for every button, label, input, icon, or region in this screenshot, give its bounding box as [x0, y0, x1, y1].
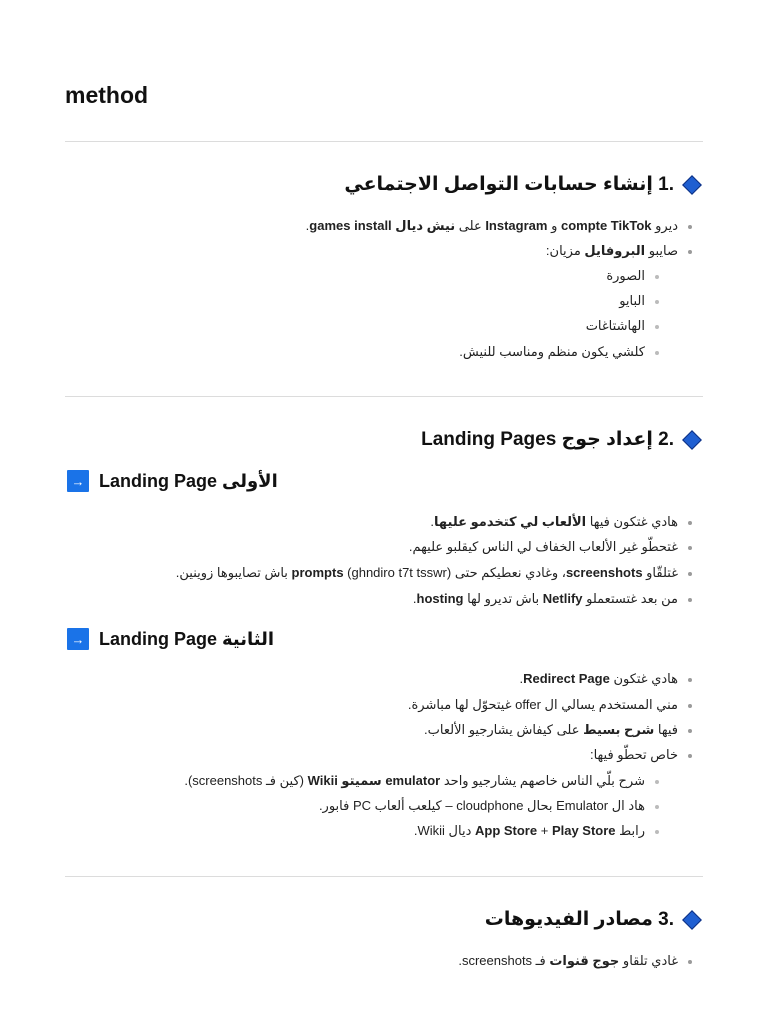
right-arrow-icon: → [67, 628, 89, 650]
divider-top [65, 141, 703, 142]
diamond-icon [682, 430, 702, 450]
section-heading-3-text: .3 مصادر الفيديوهات [484, 909, 674, 930]
list-item: هادي غتكون فيها الألعاب لي كتخدمو عليها. [430, 514, 678, 529]
list-item: من بعد غتستعملو Netlify باش تديرو لها hosting. [412, 591, 678, 606]
list-item: غادي تلقاو جوج قنوات فـ screenshots. [458, 953, 678, 968]
section-heading-2 [421, 428, 703, 451]
list-item: الهاشتاغات [585, 318, 645, 333]
subsection-heading-2-text: الثانية Landing Page [99, 628, 275, 649]
list-item: ديرو compte TikTok و Instagram على نيش ديال games install. [305, 218, 678, 233]
list-item: فيها شرح بسيط على كيفاش يشارجيو الألعاب. [424, 722, 678, 737]
list-item: الصورة [606, 268, 645, 283]
section-heading-1-text: .1 إنشاء حسابات التواصل الاجتماعي [344, 174, 674, 195]
list-item: صايبو البروفايل مزيان: [545, 243, 678, 258]
list-item: غتحطّو غير الألعاب الخفاف لي الناس كيقلبو عليهم. [408, 539, 678, 554]
list-item: رابط App Store + Play Store ديال Wikii. [413, 823, 645, 838]
list-item: شرح بلّي الناس خاصهم يشارجيو واحد emulator سميتو Wikii (كين فـ screenshots). [184, 773, 645, 788]
divider-2 [65, 876, 703, 877]
list-item: غتلقّاو screenshots، وغادي نعطيكم حتى prompts (ghndiro t7t tsswr) باش تصايبوها زوينين. [175, 565, 678, 580]
page-title: method [65, 82, 149, 108]
diamond-icon [682, 910, 702, 930]
section-heading-2-text: .2 إعداد جوج Landing Pages [421, 429, 674, 450]
list-item: مني المستخدم يسالي ال offer غيتحوّل لها مباشرة. [407, 697, 678, 712]
divider-1 [65, 396, 703, 397]
list-item: البايو [619, 293, 645, 308]
list-item: خاص تحطّو فيها: [589, 747, 678, 762]
subsection-heading-2 [67, 628, 274, 650]
list-item: كلشي يكون منظم ومناسب للنيش. [459, 344, 645, 359]
section-heading-3 [485, 908, 703, 931]
section-heading-1 [344, 173, 703, 196]
list-item: هادي غتكون Redirect Page. [519, 671, 678, 686]
right-arrow-icon: → [67, 470, 89, 492]
subsection-heading-1 [67, 470, 278, 492]
subsection-heading-1-text: الأولى Landing Page [99, 470, 278, 491]
list-item: هاد ال Emulator بحال cloudphone – كيلعب ألعاب PC فابور. [318, 798, 645, 813]
diamond-icon [682, 175, 702, 195]
